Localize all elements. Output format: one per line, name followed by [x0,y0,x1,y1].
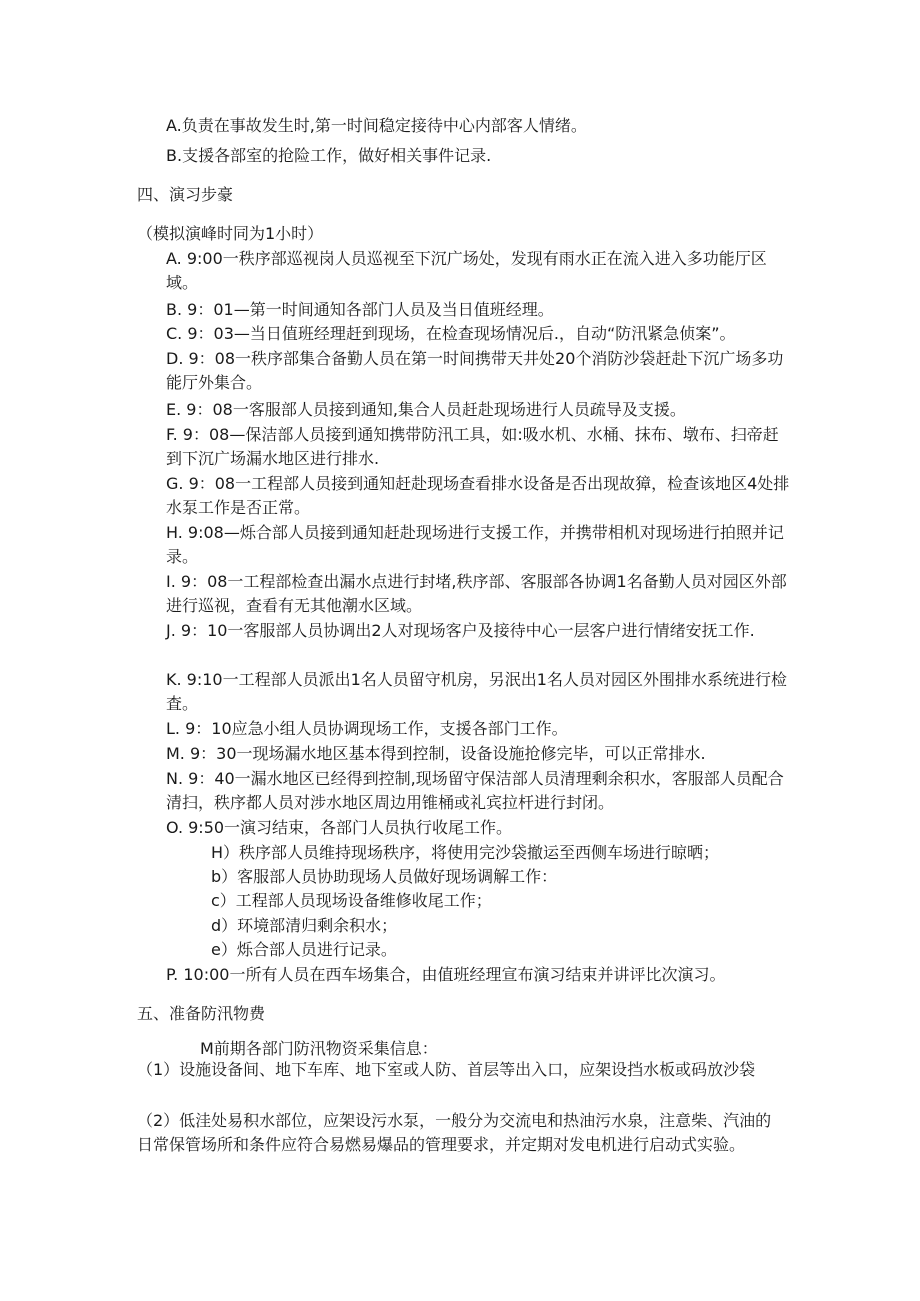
substep-d: d）环境部清归剩余积水； [211,916,398,935]
step-j: J. 9：10一客服部人员协调出2人对现场客户及接待中心一层客户进行情绪安抚工作. [166,621,755,640]
section-4-heading: 四、演习步豪 [137,185,234,204]
step-p: P. 10:00一所有人员在西车场集合，由值班经理宣布演习结束并讲评比次演习。 [166,965,726,984]
step-m: M. 9：30一现场漏水地区基本得到控制，设备设施抢修完毕，可以正常排水. [166,744,706,763]
step-a: A. 9:00一秩序部巡视岗人员巡视至下沉广场处，发现有雨水正在流入进入多功能厅区域。 [166,249,767,292]
substep-e: e）烁合部人员进行记录。 [211,940,397,959]
step-f: F. 9：08—保洁部人员接到通知携带防汛工具，如:吸水机、水桶、抹布、墩布、扫帝赶到下沉广场漏水地区进行排水. [166,425,779,468]
step-n: N. 9：40一漏水地区已经得到控制,现场留守保洁部人员清理剩余积水，客服部人员配合清扫，秩序都人员对涉水地区周边用锥桶或礼宾拉杆进行封闭。 [166,769,784,812]
step-b: B. 9：01—第一时间通知各部门人员及当日值班经理。 [166,300,554,319]
step-c: C. 9：03—当日值班经理赶到现场，在检查现场情况后.，自动“防汛紧急侦案”。 [166,324,736,343]
section-5-intro: M前期各部门防汛物资采集信息： [200,1039,438,1058]
section-5-item-2: （2）低洼处易积水部位，应架设污水泵，一般分为交流电和热油污水泉，注意柴、汽油的日常保管场所和条件应符合易燃易爆品的管理要求，并定期对发电机进行启动式实验。 [137,1111,772,1154]
section-4-note: （模拟演峰时同为1小时） [137,224,324,243]
step-h: H. 9:08—烁合部人员接到通知赶赴现场进行支援工作，并携带相机对现场进行拍照并记录。 [166,523,784,566]
substep-c: c）工程部人员现场设备维修收尾工作； [211,891,492,910]
step-d: D. 9：08一秩序部集合备勤人员在第一时间携带天井处20个消防沙袋赶赴下沉广场多功能厅外集合。 [166,349,784,392]
item-a: A.负责在事故发生时,第一时间稳定接待中心内部客人情绪。 [166,116,587,135]
substep-h: H）秩序部人员维持现场秩序，将使用完沙袋撤运至西侧车场进行晾晒； [211,843,720,862]
item-b: B.支援各部室的抢险工作，做好相关事件记录. [166,146,492,165]
substep-b: b）客服部人员协助现场人员做好现场调解工作： [211,867,558,886]
step-o: O. 9:50一演习结束，各部门人员执行收尾工作。 [166,818,513,837]
step-i: I. 9：08一工程部检查出漏水点进行封堵,秩序部、客服部各协调1名备勤人员对园区外部进行巡视，查看有无其他潮水区域。 [166,572,787,615]
step-g: G. 9：08一工程部人员接到通知赶赴现场查看排水设备是否出现故獐，检查该地区4处排水泵工作是否正常。 [166,474,790,517]
step-e: E. 9：08一客服部人员接到通知,集合人员赶赴现场进行人员疏导及支援。 [166,400,686,419]
step-l: L. 9：10应急小组人员协调现场工作，支援各部门工作。 [166,719,568,738]
step-k: K. 9:10一工程部人员派出1名人员留守机房，另泯出1名人员对园区外围排水系统进行检査。 [166,670,787,713]
section-5-heading: 五、准备防汛物费 [137,1004,266,1023]
section-5-item-1: （1）设施设备间、地下车库、地下室或人防、首层等出入口，应架设挡水板或码放沙袋 [137,1060,756,1079]
